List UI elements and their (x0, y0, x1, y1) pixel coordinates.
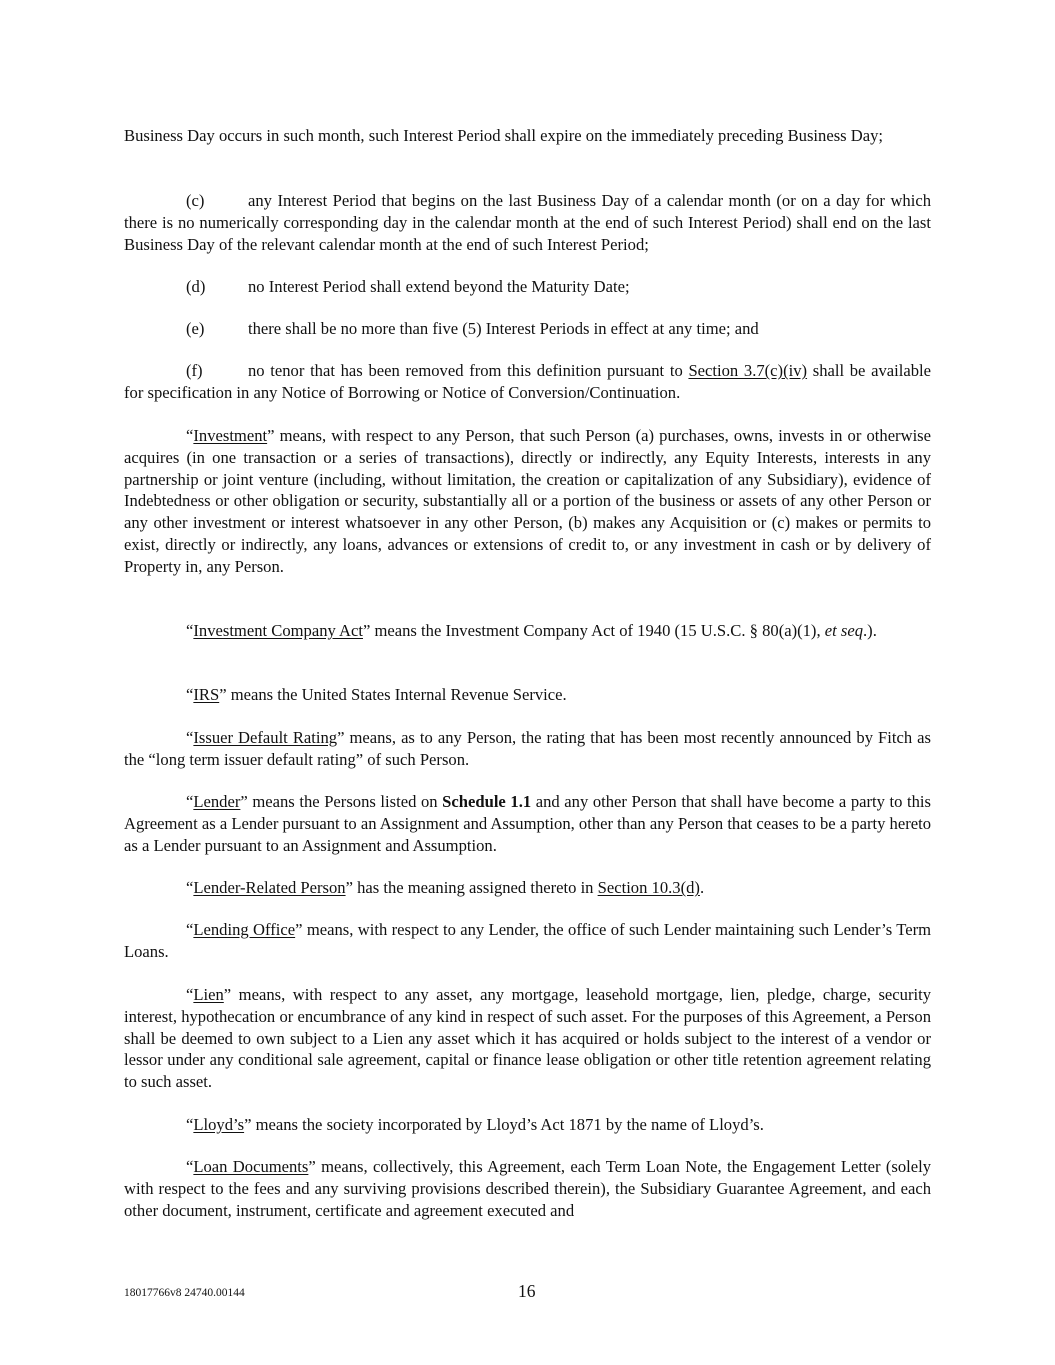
defined-term: Lender (193, 792, 241, 811)
definition-irs: “IRS” means the United States Internal Revenue Service. (186, 685, 567, 704)
footer-document-id: 18017766v8 24740.00144 (124, 1287, 245, 1299)
defined-term: IRS (193, 685, 220, 704)
defined-term: Loan Documents (193, 1157, 309, 1176)
paragraph-continuation: Business Day occurs in such month, such Interest Period shall expire on the immediately preceding Business Day; (124, 126, 884, 145)
defined-term: Lloyd’s (193, 1115, 245, 1134)
clause-label: (c) (186, 191, 205, 210)
section-reference: Section 3.7(c)(iv) (688, 361, 808, 380)
definition-lloyds: “Lloyd’s” means the society incorporated by Lloyd’s Act 1871 by the name of Lloyd’s. (186, 1115, 764, 1134)
definition-investment-company-act: “Investment Company Act” means the Investment Company Act of 1940 (15 U.S.C. § 80(a)(1), et seq.). (186, 621, 877, 640)
clause-label: (e) (186, 319, 205, 338)
defined-term: Issuer Default Rating (193, 728, 338, 747)
definition-lender-related-person: “Lender-Related Person” has the meaning assigned thereto in Section 10.3(d). (186, 878, 705, 897)
defined-term: Lending Office (193, 920, 296, 939)
defined-term: Investment Company Act (193, 621, 363, 640)
defined-term: Lender-Related Person (193, 878, 346, 897)
section-reference: Section 10.3(d) (597, 878, 700, 897)
clause-label: (f) (186, 361, 203, 380)
definition-issuer-default-rating: “Issuer Default Rating” means, as to any Person, the rating that has been most recently announced by Fitch as the “long term issuer default rating” of such Person. (124, 728, 931, 769)
defined-term: Lien (193, 985, 224, 1004)
clause-e: (e) there shall be no more than five (5) Interest Periods in effect at any time; and (186, 319, 759, 338)
definition-loan-documents: “Loan Documents” means, collectively, this Agreement, each Term Loan Note, the Engagement Letter (solely with respect to the fees and any surviving provisions described therein), the Subsidiary Guarantee Agreement, and each other document, instrument, certificate and agreement executed and (124, 1157, 932, 1220)
schedule-reference: Schedule 1.1 (442, 792, 532, 811)
clause-c: (c) any Interest Period that begins on the last Business Day of a calendar month (or on a day for which there is no numerically corresponding day in the calendar month at the end of such Interest Period) shall end on the last Business Day of the relevant calendar month at the end of such Interest Period; (124, 191, 931, 254)
definition-lender: “Lender” means the Persons listed on Schedule 1.1 and any other Person that shall have become a party to this Agreement as a Lender pursuant to an Assignment and Assumption, other than any Person that ceases to be a party hereto as a Lender pursuant to an Assignment and Assumption. (124, 792, 931, 855)
definition-lien: “Lien” means, with respect to any asset, any mortgage, leasehold mortgage, lien, pledge, charge, security interest, hypothecation or encumbrance of any kind in respect of such asset. For the purposes of this Agreement, a Person shall be deemed to own subject to a Lien any asset which it has acquired or holds subject to the interest of a vendor or lessor under any conditional sale agreement, capital or finance lease obligation or other title retention agreement relating to such asset. (124, 985, 931, 1092)
clause-label: (d) (186, 277, 206, 296)
page-number: 16 (518, 1281, 536, 1301)
clause-d: (d) no Interest Period shall extend beyond the Maturity Date; (186, 277, 630, 296)
definition-investment: “Investment” means, with respect to any Person, that such Person (a) purchases, owns, invests in or otherwise acquires (in one transaction or a series of transactions), directly or indirectly, any Equity Interests, interests in any partnership or joint venture (including, without limitation, the creation or capitalization of any Subsidiary), evidence of Indebtedness or other obligation or security, substantially all or a portion of the business or assets of any other Person or any other investment or interest whatsoever in any other Person, (b) makes any Acquisition or (c) makes or permits to exist, directly or indirectly, any loans, advances or extensions of credit to, or any investment in cash or by delivery of Property in, any Person. (124, 426, 931, 576)
defined-term: Investment (193, 426, 268, 445)
clause-f: (f) no tenor that has been removed from this definition pursuant to Section 3.7(c)(iv) shall be available for specification in any Notice of Borrowing or Notice of Conversion/Continuation. (124, 361, 931, 402)
definition-lending-office: “Lending Office” means, with respect to any Lender, the office of such Lender maintaining such Lender’s Term Loans. (124, 920, 932, 961)
